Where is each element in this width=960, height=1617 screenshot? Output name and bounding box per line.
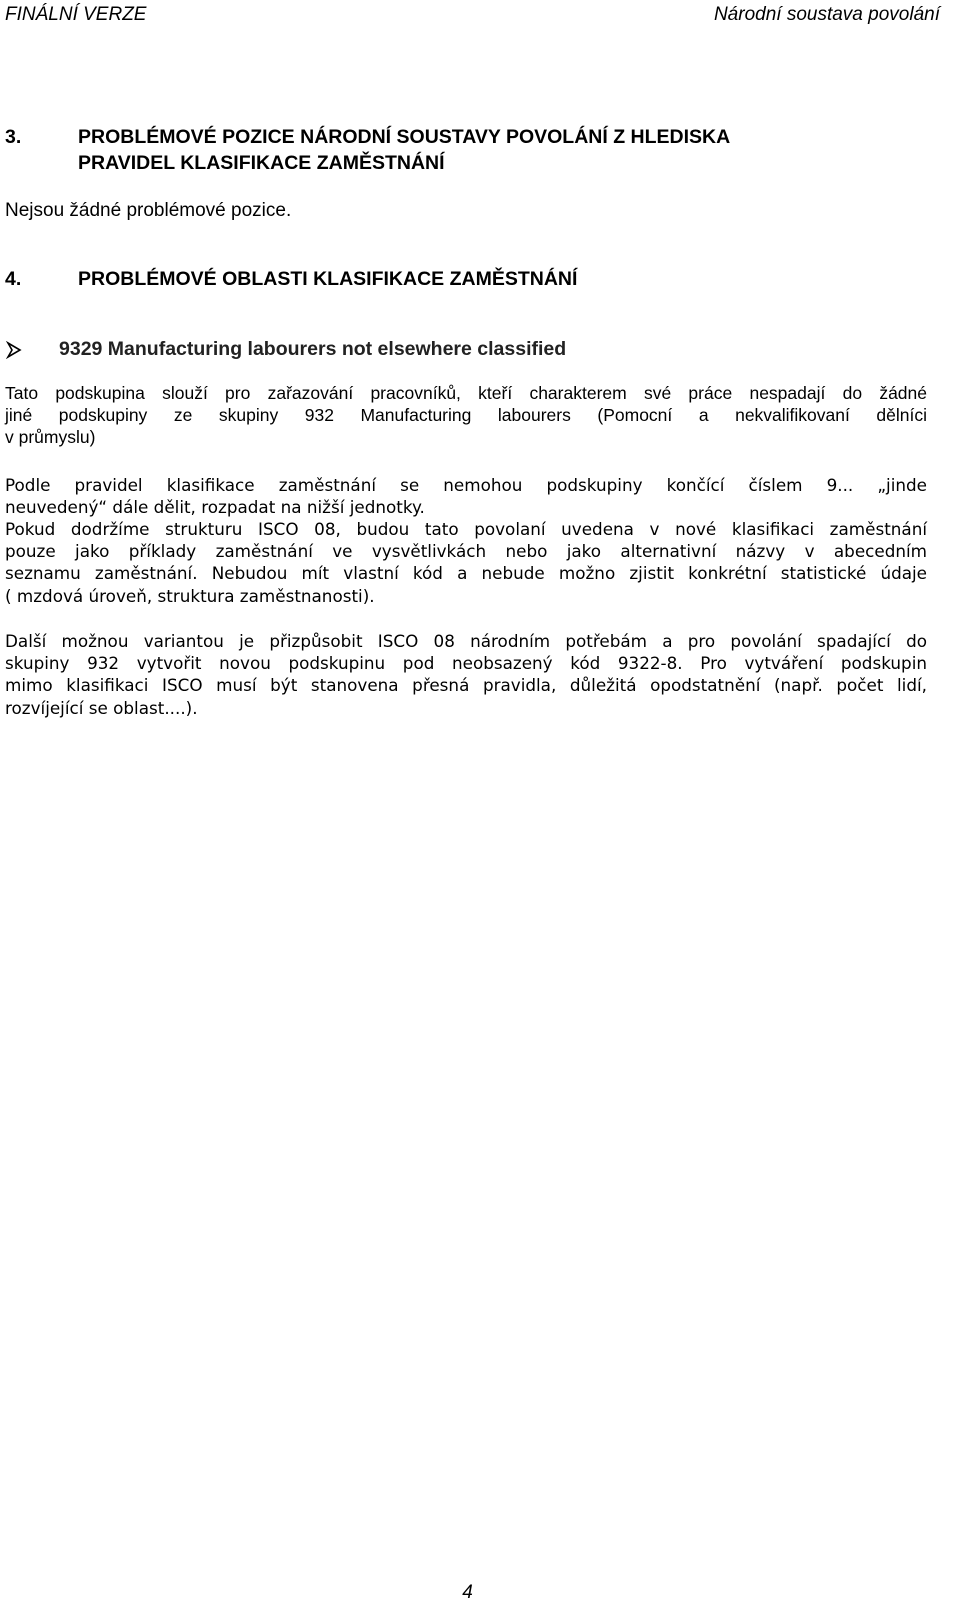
section-3-heading xyxy=(5,124,935,176)
section-4-title: PROBLÉMOVÉ OBLASTI KLASIFIKACE ZAMĚSTNÁNÍ xyxy=(78,268,578,290)
subheading-9329 xyxy=(5,338,566,361)
page-number: 4 xyxy=(462,1582,473,1603)
paragraph-3-line: seznamu zaměstnání. Nebudou mít vlastní kód a nebude možno zjistit konkrétní statistické údaje xyxy=(5,563,927,584)
paragraph-1-line: v průmyslu) xyxy=(5,427,96,448)
section-3-title-line-1: PROBLÉMOVÉ POZICE NÁRODNÍ SOUSTAVY POVOLÁNÍ Z HLEDISKA xyxy=(78,126,731,148)
arrow-bullet-icon xyxy=(5,341,23,359)
paragraph-3-line: pouze jako příklady zaměstnání ve vysvětlivkách nebo jako alternativní názvy v abecedním xyxy=(5,541,927,562)
subheading-text: 9329 Manufacturing labourers not elsewhere classified xyxy=(59,338,567,360)
section-4-heading xyxy=(5,266,935,292)
paragraph-1-line: jiné podskupiny ze skupiny 932 Manufacturing labourers (Pomocní a nekvalifikovaní dělníci xyxy=(5,405,927,426)
header-right-title: Národní soustava povolání xyxy=(713,4,940,25)
paragraph-4-line: mimo klasifikaci ISCO musí být stanovena přesná pravidla, důležitá opodstatnění (např. počet lidí, xyxy=(5,675,927,696)
paragraph-1-line: Tato podskupina slouží pro zařazování pracovníků, kteří charakterem své práce nespadají do žádné xyxy=(5,383,927,403)
paragraph-3 xyxy=(5,518,927,607)
paragraph-3-line: Pokud dodržíme strukturu ISCO 08, budou tato povolaní uvedena v nové klasifikaci zaměstnání xyxy=(5,519,927,539)
paragraph-1 xyxy=(5,382,927,449)
section-3-title-line-2: PRAVIDEL KLASIFIKACE ZAMĚSTNÁNÍ xyxy=(78,152,445,174)
paragraph-3-line: ( mzdová úroveň, struktura zaměstnanosti). xyxy=(5,585,375,606)
paragraph-4 xyxy=(5,630,927,719)
paragraph-2-line: neuvedený“ dále dělit, rozpadat na nižší jednotky. xyxy=(5,497,425,518)
section-3-number: 3. xyxy=(5,126,22,148)
paragraph-2-line: Podle pravidel klasifikace zaměstnání se nemohou podskupiny končící číslem 9... „jinde xyxy=(5,475,927,495)
section-3-text: Nejsou žádné problémové pozice. xyxy=(5,200,292,221)
paragraph-4-line: Další možnou variantou je přizpůsobit ISCO 08 národním potřebám a pro povolání spadající do xyxy=(5,631,927,651)
paragraph-4-line: rozvíjející se oblast....). xyxy=(5,697,198,718)
paragraph-2 xyxy=(5,474,927,518)
header-left-title: FINÁLNÍ VERZE xyxy=(5,4,147,25)
section-3-title xyxy=(78,124,935,176)
paragraph-4-line: skupiny 932 vytvořit novou podskupinu pod neobsazený kód 9322-8. Pro vytváření podskupin xyxy=(5,653,927,674)
section-4-number: 4. xyxy=(5,268,22,290)
